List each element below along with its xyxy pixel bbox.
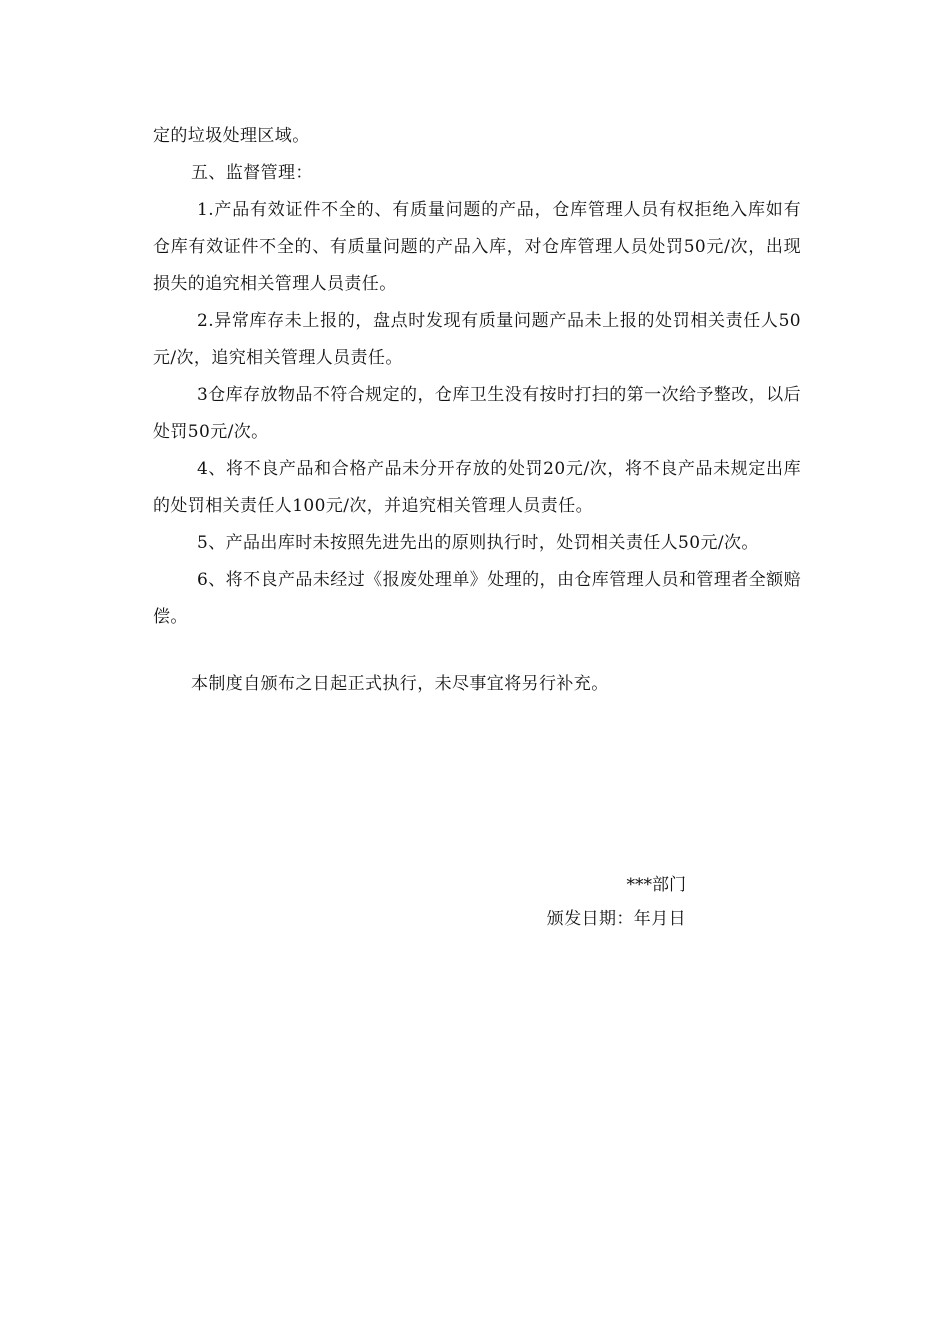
- paragraph-spacer: [153, 636, 801, 666]
- closing-statement: 本制度自颁布之日起正式执行，未尽事宜将另行补充。: [191, 674, 609, 694]
- rule-item-5: 5、产品出库时未按照先进先出的原则执行时，处罚相关责任人50元/次。: [197, 533, 759, 553]
- issue-date-line: 颁发日期：年月日: [546, 909, 686, 929]
- rule-item-6: 6、将不良产品未经过《报废处理单》处理的，由仓库管理人员和管理者全额赔偿。: [153, 570, 801, 627]
- rule-item-4: 4、将不良产品和合格产品未分开存放的处罚20元/次，将不良产品未规定出库的处罚相关责任人100元/次，并追究相关管理人员责任。: [153, 459, 801, 516]
- rule-item-1: 1.产品有效证件不全的、有质量问题的产品，仓库管理人员有权拒绝入库如有仓库有效证件不全的、有质量问题的产品入库，对仓库管理人员处罚50元/次，出现损失的追究相关管理人员责任。: [153, 200, 801, 294]
- rule-item-2: 2.异常库存未上报的，盘点时发现有质量问题产品未上报的处罚相关责任人50元/次，追究相关管理人员责任。: [153, 311, 801, 368]
- issuing-department: ***部门: [626, 875, 686, 895]
- document-body: [153, 118, 801, 703]
- paragraph-continuation: 定的垃圾处理区域。: [153, 126, 310, 146]
- section-heading: 五、监督管理：: [191, 163, 313, 183]
- rule-item-3: 3仓库存放物品不符合规定的，仓库卫生没有按时打扫的第一次给予整改，以后处罚50元/次。: [153, 385, 801, 442]
